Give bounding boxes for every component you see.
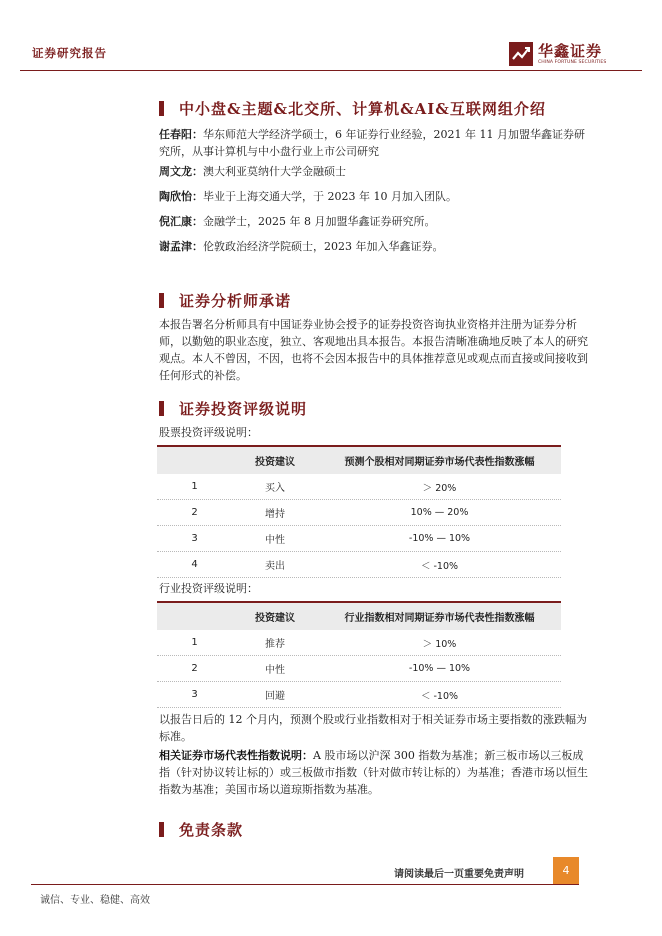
footer-disclaimer-note: 请阅读最后一页重要免责声明	[394, 869, 524, 880]
header-divider	[20, 70, 642, 71]
table-header-row	[157, 447, 561, 474]
rating-period-note: 以报告日后的 12 个月内，预测个股或行业指数相对于相关证券市场主要指数的涨跌幅为标准。	[159, 713, 587, 743]
member-name: 倪汇康：	[159, 215, 203, 228]
member-name: 任春阳：	[159, 128, 203, 141]
section-heading-disclaimer	[159, 819, 599, 841]
table-cell: ＜ -10%	[420, 560, 459, 572]
industry-rating-table	[157, 601, 561, 708]
table-header-cell: 行业指数相对同期证券市场代表性指数涨幅	[344, 613, 535, 624]
table-header-cell: 投资建议	[255, 613, 295, 624]
table-cell: 2	[191, 507, 198, 518]
team-member	[159, 188, 591, 205]
logo-name: 华鑫证券	[538, 42, 603, 60]
logo-mark-icon	[509, 42, 533, 66]
industry-rating-caption: 行业投资评级说明：	[159, 582, 258, 595]
member-desc: 澳大利亚莫纳什大学金融硕士	[203, 165, 346, 178]
table-row	[157, 630, 561, 656]
section-marker-icon	[159, 822, 164, 837]
team-member	[159, 126, 591, 160]
table-header-row	[157, 603, 561, 630]
section-heading-team	[159, 98, 599, 120]
member-name: 谢孟津：	[159, 240, 203, 253]
member-desc: 毕业于上海交通大学，于 2023 年 10 月加入团队。	[203, 190, 457, 203]
team-member	[159, 238, 591, 255]
section-title-pledge: 证券分析师承诺	[179, 292, 292, 310]
section-title-rating: 证券投资评级说明	[179, 400, 308, 418]
table-cell: 1	[191, 637, 198, 648]
section-title-team: 中小盘&主题&北交所、计算机&AI&互联网组介绍	[179, 100, 546, 118]
table-cell: 回避	[265, 691, 285, 702]
table-cell: 4	[191, 559, 198, 570]
table-cell: -10% — 10%	[408, 533, 471, 544]
team-member	[159, 213, 591, 230]
member-desc: 华东师范大学经济学硕士，6 年证券行业经验，2021 年 11 月加盟华鑫证券研究所，从事计算机与中小盘行业上市公司研究	[159, 128, 585, 158]
table-cell: -10% — 10%	[408, 663, 471, 674]
table-cell: ＜ -10%	[420, 690, 459, 702]
company-logo	[509, 41, 634, 69]
stock-rating-caption: 股票投资评级说明：	[159, 426, 258, 439]
table-cell: ＞ 10%	[422, 638, 457, 650]
table-cell: 3	[191, 533, 198, 544]
report-type-label: 证券研究报告	[32, 46, 107, 60]
table-cell: 3	[191, 689, 198, 700]
table-cell: 增持	[265, 509, 285, 520]
table-header-cell: 投资建议	[255, 457, 295, 468]
section-heading-pledge	[159, 290, 599, 312]
footer-divider	[31, 884, 579, 885]
table-row	[157, 656, 561, 682]
table-row	[157, 682, 561, 708]
pledge-paragraph: 本报告署名分析师具有中国证券业协会授予的证券投资咨询执业资格并注册为证券分析师，以勤勉的职业态度，独立、客观地出具本报告。本报告清晰准确地反映了本人的研究观点。本人不曾因，不因，也将不会因本报告中的具体推荐意见或观点而直接或间接收到任何形式的补偿。	[159, 318, 588, 382]
section-marker-icon	[159, 401, 164, 416]
table-cell: 推荐	[265, 639, 285, 650]
table-cell: 中性	[265, 535, 285, 546]
index-explanation-text: A 股市场以沪深 300 指数为基准；新三板市场以三板成指（针对协议转让标的）或三板做市指数（针对做市转让标的）为基准；香港市场以恒生指数为基准；美国市场以道琼斯指数为基准。	[159, 749, 588, 796]
table-cell: 卖出	[265, 561, 285, 572]
section-title-disclaimer: 免责条款	[179, 821, 244, 839]
table-row	[157, 500, 561, 526]
page-number-badge: 4	[553, 857, 579, 884]
table-cell: 2	[191, 663, 198, 674]
logo-english-name: CHINA FORTUNE SECURITIES	[538, 60, 607, 65]
table-row	[157, 526, 561, 552]
member-name: 周文龙：	[159, 165, 203, 178]
member-desc: 金融学士，2025 年 8 月加盟华鑫证券研究所。	[203, 215, 436, 228]
table-cell: 中性	[265, 665, 285, 676]
table-row	[157, 474, 561, 500]
table-cell: 1	[191, 481, 198, 492]
table-row	[157, 552, 561, 578]
member-name: 陶欣怡：	[159, 190, 203, 203]
table-cell: 10% — 20%	[410, 507, 469, 518]
section-marker-icon	[159, 293, 164, 308]
member-desc: 伦敦政治经济学院硕士，2023 年加入华鑫证券。	[203, 240, 444, 253]
table-cell: ＞ 20%	[422, 482, 457, 494]
footer-slogan: 诚信、专业、稳健、高效	[40, 895, 150, 906]
stock-rating-table	[157, 445, 561, 578]
team-member	[159, 163, 591, 180]
index-explanation-label: 相关证券市场代表性指数说明：	[159, 749, 313, 762]
table-header-cell: 预测个股相对同期证券市场代表性指数涨幅	[344, 457, 535, 468]
index-explanation	[159, 747, 591, 798]
table-cell: 买入	[265, 483, 285, 494]
section-marker-icon	[159, 101, 164, 116]
section-heading-rating	[159, 398, 599, 420]
